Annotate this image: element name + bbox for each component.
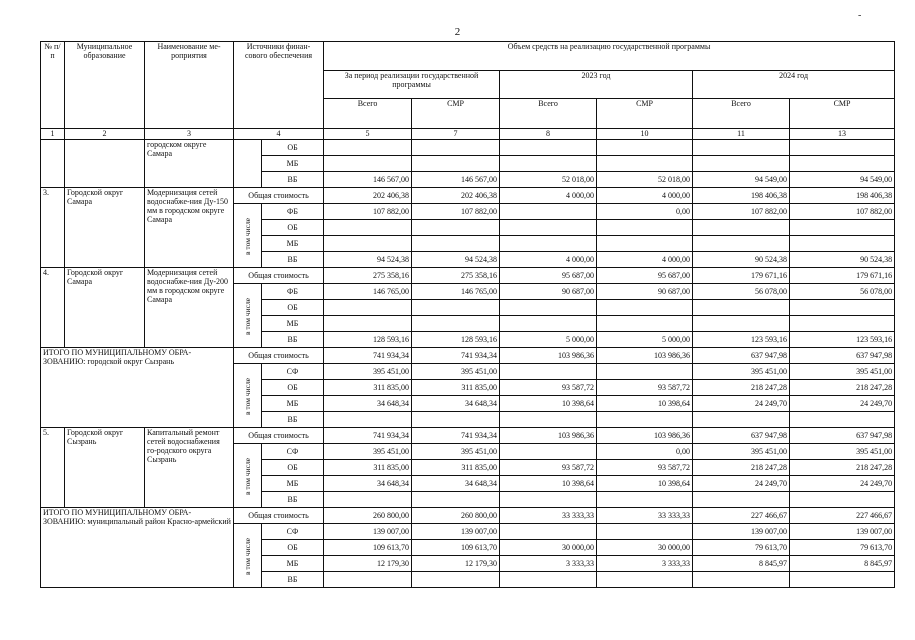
column-number-row <box>41 129 895 140</box>
value-cell: 5 000,00 <box>597 332 693 348</box>
value-cell: 90 524,38 <box>790 252 895 268</box>
value-cell <box>324 156 412 172</box>
total-cost-label: Общая стоимость <box>234 188 324 204</box>
value-cell <box>597 156 693 172</box>
value-cell <box>693 236 790 252</box>
value-cell <box>324 220 412 236</box>
value-cell: 90 524,38 <box>693 252 790 268</box>
value-cell: 56 078,00 <box>790 284 895 300</box>
value-cell: 198 406,38 <box>693 188 790 204</box>
vertical-label: в том числе <box>234 364 262 428</box>
colnum-5: 5 <box>324 129 412 140</box>
value-cell: 109 613,70 <box>412 540 500 556</box>
vertical-label: в том числе <box>234 444 262 508</box>
value-cell: 107 882,00 <box>412 204 500 220</box>
row-number: 4. <box>41 268 65 348</box>
table-row <box>41 428 895 444</box>
value-cell <box>790 156 895 172</box>
municipality-cell: Городской округ Самара <box>65 188 145 268</box>
value-cell <box>500 204 597 220</box>
value-cell: 56 078,00 <box>693 284 790 300</box>
value-cell <box>500 412 597 428</box>
value-cell <box>412 140 500 156</box>
value-cell <box>693 316 790 332</box>
value-cell <box>790 316 895 332</box>
value-cell: 395 451,00 <box>790 364 895 380</box>
header-sources: Источники финан-сового обеспечения <box>234 42 324 129</box>
value-cell: 24 249,70 <box>790 476 895 492</box>
value-cell <box>790 140 895 156</box>
value-cell <box>597 316 693 332</box>
colnum-1: 1 <box>41 129 65 140</box>
value-cell: 146 765,00 <box>324 284 412 300</box>
source-cell: ВБ <box>262 252 324 268</box>
value-cell: 103 986,36 <box>597 348 693 364</box>
value-cell: 179 671,16 <box>790 268 895 284</box>
value-cell: 123 593,16 <box>790 332 895 348</box>
value-cell: 90 687,00 <box>597 284 693 300</box>
value-cell: 395 451,00 <box>412 364 500 380</box>
value-cell <box>324 236 412 252</box>
event-cell: Модернизация сетей водоснабже-ния Ду-200 мм в городском округе Самара <box>145 268 234 348</box>
header-municipality: Муниципальное образование <box>65 42 145 129</box>
value-cell: 24 249,70 <box>790 396 895 412</box>
table-row <box>41 188 895 204</box>
value-cell: 311 835,00 <box>412 460 500 476</box>
value-cell: 34 648,34 <box>412 476 500 492</box>
header-2023-smr: СМР <box>597 99 693 129</box>
value-cell <box>324 300 412 316</box>
total-cost-label: Общая стоимость <box>234 428 324 444</box>
value-cell <box>412 236 500 252</box>
value-cell <box>597 220 693 236</box>
colnum-2: 2 <box>65 129 145 140</box>
colnum-7: 7 <box>412 129 500 140</box>
value-cell: 637 947,98 <box>693 348 790 364</box>
vertical-label: в том числе <box>234 524 262 588</box>
source-cell: ВБ <box>262 572 324 588</box>
value-cell: 227 466,67 <box>790 508 895 524</box>
value-cell <box>324 492 412 508</box>
value-cell <box>597 236 693 252</box>
value-cell <box>412 316 500 332</box>
summary-label: ИТОГО ПО МУНИЦИПАЛЬНОМУ ОБРА-ЗОВАНИЮ: городской округ Сызрань <box>41 348 234 428</box>
table-row <box>41 348 895 364</box>
header-volume: Объем средств на реализацию государственной программы <box>324 42 895 71</box>
value-cell <box>790 492 895 508</box>
value-cell: 123 593,16 <box>693 332 790 348</box>
value-cell: 107 882,00 <box>324 204 412 220</box>
value-cell: 198 406,38 <box>790 188 895 204</box>
colnum-3: 3 <box>145 129 234 140</box>
value-cell: 34 648,34 <box>324 396 412 412</box>
value-cell: 94 549,00 <box>693 172 790 188</box>
value-cell: 202 406,38 <box>324 188 412 204</box>
header-num: № п/п <box>41 42 65 129</box>
source-cell: ВБ <box>262 492 324 508</box>
colnum-8: 8 <box>500 129 597 140</box>
value-cell <box>500 364 597 380</box>
value-cell <box>693 412 790 428</box>
header-event: Наименование ме-роприятия <box>145 42 234 129</box>
value-cell: 4 000,00 <box>500 188 597 204</box>
value-cell: 33 333,33 <box>597 508 693 524</box>
value-cell: 4 000,00 <box>597 188 693 204</box>
value-cell <box>693 140 790 156</box>
value-cell: 90 687,00 <box>500 284 597 300</box>
value-cell: 128 593,16 <box>412 332 500 348</box>
value-cell <box>500 140 597 156</box>
value-cell: 218 247,28 <box>693 460 790 476</box>
value-cell: 107 882,00 <box>790 204 895 220</box>
value-cell: 0,00 <box>597 204 693 220</box>
value-cell <box>500 524 597 540</box>
row-number: 5. <box>41 428 65 508</box>
value-cell: 395 451,00 <box>693 364 790 380</box>
source-cell: ВБ <box>262 332 324 348</box>
value-cell <box>324 140 412 156</box>
value-cell: 260 800,00 <box>324 508 412 524</box>
value-cell: 3 333,33 <box>597 556 693 572</box>
source-cell: МБ <box>262 556 324 572</box>
value-cell <box>790 220 895 236</box>
row-number <box>41 140 65 188</box>
total-cost-label: Общая стоимость <box>234 508 324 524</box>
value-cell: 52 018,00 <box>597 172 693 188</box>
value-cell <box>412 492 500 508</box>
municipality-cell: Городской округ Сызрань <box>65 428 145 508</box>
value-cell: 93 587,72 <box>597 380 693 396</box>
value-cell: 30 000,00 <box>597 540 693 556</box>
source-cell: ОБ <box>262 140 324 156</box>
value-cell <box>412 300 500 316</box>
source-cell: ВБ <box>262 412 324 428</box>
value-cell: 79 613,70 <box>790 540 895 556</box>
value-cell: 275 358,16 <box>324 268 412 284</box>
value-cell <box>500 220 597 236</box>
source-cell: МБ <box>262 476 324 492</box>
value-cell <box>500 444 597 460</box>
header-2024: 2024 год <box>693 71 895 99</box>
header-2024-total: Всего <box>693 99 790 129</box>
source-cell: ОБ <box>262 220 324 236</box>
value-cell <box>597 140 693 156</box>
value-cell: 10 398,64 <box>597 476 693 492</box>
value-cell: 3 333,33 <box>500 556 597 572</box>
value-cell: 93 587,72 <box>500 380 597 396</box>
source-cell: СФ <box>262 364 324 380</box>
page-number: 2 <box>454 26 461 38</box>
value-cell: 95 687,00 <box>597 268 693 284</box>
header-2023-total: Всего <box>500 99 597 129</box>
total-cost-label: Общая стоимость <box>234 348 324 364</box>
value-cell: 218 247,28 <box>693 380 790 396</box>
value-cell <box>597 572 693 588</box>
source-cell: ФБ <box>262 284 324 300</box>
value-cell <box>500 156 597 172</box>
value-cell: 311 835,00 <box>324 380 412 396</box>
source-cell: МБ <box>262 156 324 172</box>
event-cell: Капитальный ремонт сетей водоснабжения го-родского округа Сызрань <box>145 428 234 508</box>
municipality-cell: Городской округ Самара <box>65 268 145 348</box>
value-cell: 146 567,00 <box>324 172 412 188</box>
source-cell: ОБ <box>262 540 324 556</box>
value-cell: 227 466,67 <box>693 508 790 524</box>
value-cell: 275 358,16 <box>412 268 500 284</box>
value-cell: 33 333,33 <box>500 508 597 524</box>
value-cell: 741 934,34 <box>324 348 412 364</box>
source-cell: ОБ <box>262 380 324 396</box>
value-cell <box>790 412 895 428</box>
value-cell <box>500 300 597 316</box>
value-cell: 10 398,64 <box>500 396 597 412</box>
value-cell: 311 835,00 <box>412 380 500 396</box>
value-cell: 103 986,36 <box>500 348 597 364</box>
value-cell <box>324 572 412 588</box>
value-cell: 395 451,00 <box>324 444 412 460</box>
value-cell <box>693 492 790 508</box>
value-cell: 202 406,38 <box>412 188 500 204</box>
value-cell: 4 000,00 <box>500 252 597 268</box>
source-cell: МБ <box>262 236 324 252</box>
value-cell: 103 986,36 <box>500 428 597 444</box>
value-cell: 637 947,98 <box>790 428 895 444</box>
value-cell: 637 947,98 <box>693 428 790 444</box>
header-period: За период реализации государственной программы <box>324 71 500 99</box>
value-cell: 8 845,97 <box>790 556 895 572</box>
table-header <box>41 42 895 140</box>
colnum-11: 11 <box>693 129 790 140</box>
table-row <box>41 140 895 156</box>
colnum-4: 4 <box>234 129 324 140</box>
value-cell: 10 398,64 <box>597 396 693 412</box>
value-cell: 10 398,64 <box>500 476 597 492</box>
value-cell <box>790 300 895 316</box>
value-cell <box>693 572 790 588</box>
colnum-10: 10 <box>597 129 693 140</box>
value-cell: 128 593,16 <box>324 332 412 348</box>
value-cell <box>597 364 693 380</box>
source-cell: ОБ <box>262 460 324 476</box>
value-cell: 139 007,00 <box>790 524 895 540</box>
value-cell <box>500 572 597 588</box>
municipality-cell <box>65 140 145 188</box>
vertical-label: в том числе <box>234 204 262 268</box>
value-cell <box>597 492 693 508</box>
row-number: 3. <box>41 188 65 268</box>
value-cell: 93 587,72 <box>597 460 693 476</box>
header-2023: 2023 год <box>500 71 693 99</box>
value-cell: 94 549,00 <box>790 172 895 188</box>
value-cell: 395 451,00 <box>790 444 895 460</box>
value-cell: 103 986,36 <box>597 428 693 444</box>
value-cell <box>412 412 500 428</box>
source-cell: МБ <box>262 396 324 412</box>
value-cell <box>597 412 693 428</box>
header-2024-smr: СМР <box>790 99 895 129</box>
value-cell <box>412 220 500 236</box>
value-cell: 741 934,34 <box>412 428 500 444</box>
header-period-smr: СМР <box>412 99 500 129</box>
value-cell <box>500 492 597 508</box>
value-cell: 139 007,00 <box>693 524 790 540</box>
source-cell: ФБ <box>262 204 324 220</box>
value-cell <box>790 236 895 252</box>
value-cell: 94 524,38 <box>412 252 500 268</box>
value-cell <box>500 236 597 252</box>
value-cell: 24 249,70 <box>693 396 790 412</box>
table-row <box>41 268 895 284</box>
value-cell: 637 947,98 <box>790 348 895 364</box>
value-cell <box>412 156 500 172</box>
value-cell: 107 882,00 <box>693 204 790 220</box>
value-cell: 741 934,34 <box>412 348 500 364</box>
value-cell: 79 613,70 <box>693 540 790 556</box>
source-cell: ВБ <box>262 172 324 188</box>
event-cell: Модернизация сетей водоснабже-ния Ду-150 мм в городском округе Самара <box>145 188 234 268</box>
value-cell <box>597 300 693 316</box>
event-cell: городском округе Самара <box>145 140 234 188</box>
value-cell: 218 247,28 <box>790 460 895 476</box>
value-cell: 741 934,34 <box>324 428 412 444</box>
value-cell: 311 835,00 <box>324 460 412 476</box>
value-cell <box>412 572 500 588</box>
value-cell: 139 007,00 <box>324 524 412 540</box>
source-cell: ОБ <box>262 300 324 316</box>
value-cell: 218 247,28 <box>790 380 895 396</box>
vertical-label <box>234 140 262 188</box>
value-cell <box>324 316 412 332</box>
value-cell: 109 613,70 <box>324 540 412 556</box>
value-cell <box>500 316 597 332</box>
value-cell: 4 000,00 <box>597 252 693 268</box>
value-cell <box>693 156 790 172</box>
table-body <box>41 140 895 588</box>
value-cell: 30 000,00 <box>500 540 597 556</box>
source-cell: СФ <box>262 524 324 540</box>
value-cell: 94 524,38 <box>324 252 412 268</box>
budget-table <box>40 41 895 588</box>
table-row <box>41 508 895 524</box>
value-cell <box>597 524 693 540</box>
value-cell: 179 671,16 <box>693 268 790 284</box>
value-cell: 34 648,34 <box>412 396 500 412</box>
value-cell <box>790 572 895 588</box>
source-cell: СФ <box>262 444 324 460</box>
source-cell: МБ <box>262 316 324 332</box>
value-cell: 12 179,30 <box>324 556 412 572</box>
value-cell: 52 018,00 <box>500 172 597 188</box>
value-cell <box>693 300 790 316</box>
colnum-13: 13 <box>790 129 895 140</box>
value-cell <box>693 220 790 236</box>
value-cell: 395 451,00 <box>693 444 790 460</box>
value-cell: 0,00 <box>597 444 693 460</box>
value-cell: 395 451,00 <box>324 364 412 380</box>
value-cell: 146 765,00 <box>412 284 500 300</box>
value-cell: 5 000,00 <box>500 332 597 348</box>
value-cell: 146 567,00 <box>412 172 500 188</box>
value-cell <box>324 412 412 428</box>
value-cell: 12 179,30 <box>412 556 500 572</box>
value-cell: 395 451,00 <box>412 444 500 460</box>
value-cell: 95 687,00 <box>500 268 597 284</box>
value-cell: 139 007,00 <box>412 524 500 540</box>
value-cell: 260 800,00 <box>412 508 500 524</box>
summary-label: ИТОГО ПО МУНИЦИПАЛЬНОМУ ОБРА-ЗОВАНИЮ: муниципальный район Красно-армейский <box>41 508 234 588</box>
value-cell: 93 587,72 <box>500 460 597 476</box>
header-period-total: Всего <box>324 99 412 129</box>
value-cell: 24 249,70 <box>693 476 790 492</box>
value-cell: 8 845,97 <box>693 556 790 572</box>
value-cell: 34 648,34 <box>324 476 412 492</box>
corner-mark: - <box>858 10 862 21</box>
total-cost-label: Общая стоимость <box>234 268 324 284</box>
vertical-label: в том числе <box>234 284 262 348</box>
